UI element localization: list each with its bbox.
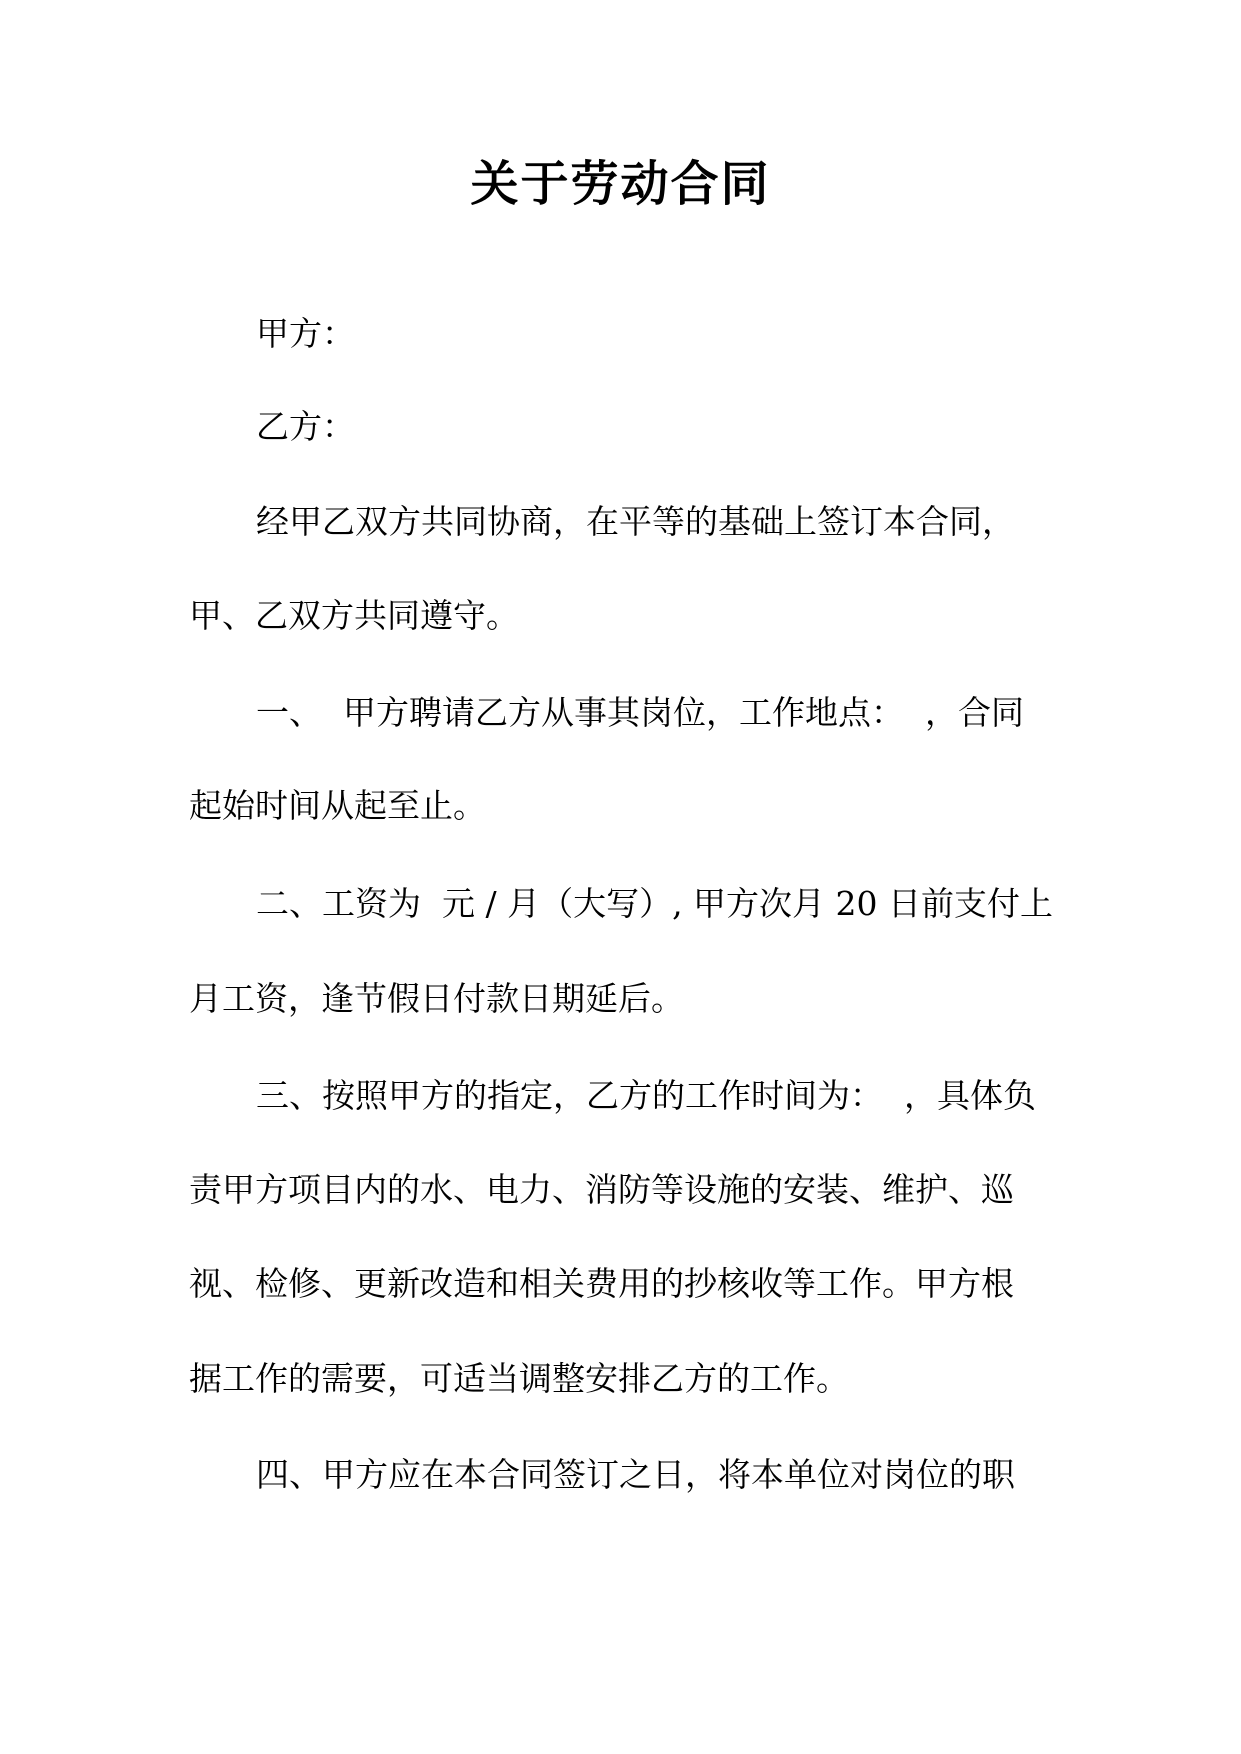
paragraph-line: 甲、乙双方共同遵守。 [189,596,519,635]
document-title: 关于劳动合同 [470,156,771,212]
clause-2-line: 二、工资为 元 / 月（大写）, 甲方次月 20 日前支付上 [256,884,1054,923]
clause-3-line: 责甲方项目内的水、电力、消防等设施的安装、维护、巡 [189,1170,1014,1209]
clause-1-line: 一、 甲方聘请乙方从事其岗位，工作地点： ，合同 [256,693,1024,732]
clause-3-line: 据工作的需要，可适当调整安排乙方的工作。 [189,1359,849,1398]
paragraph-line: 经甲乙双方共同协商，在平等的基础上签订本合同， [256,502,1015,541]
clause-2-line: 月工资，逢节假日付款日期延后。 [189,979,684,1018]
clause-4-line: 四、甲方应在本合同签订之日，将本单位对岗位的职 [256,1455,1015,1494]
clause-3-line: 三、按照甲方的指定，乙方的工作时间为： ，具体负 [256,1076,1036,1115]
party-b-label: 乙方： [256,407,355,446]
party-a-label: 甲方： [256,314,355,353]
clause-3-line: 视、检修、更新改造和相关费用的抄核收等工作。甲方根 [189,1264,1014,1303]
clause-1-line: 起始时间从起至止。 [189,786,486,825]
